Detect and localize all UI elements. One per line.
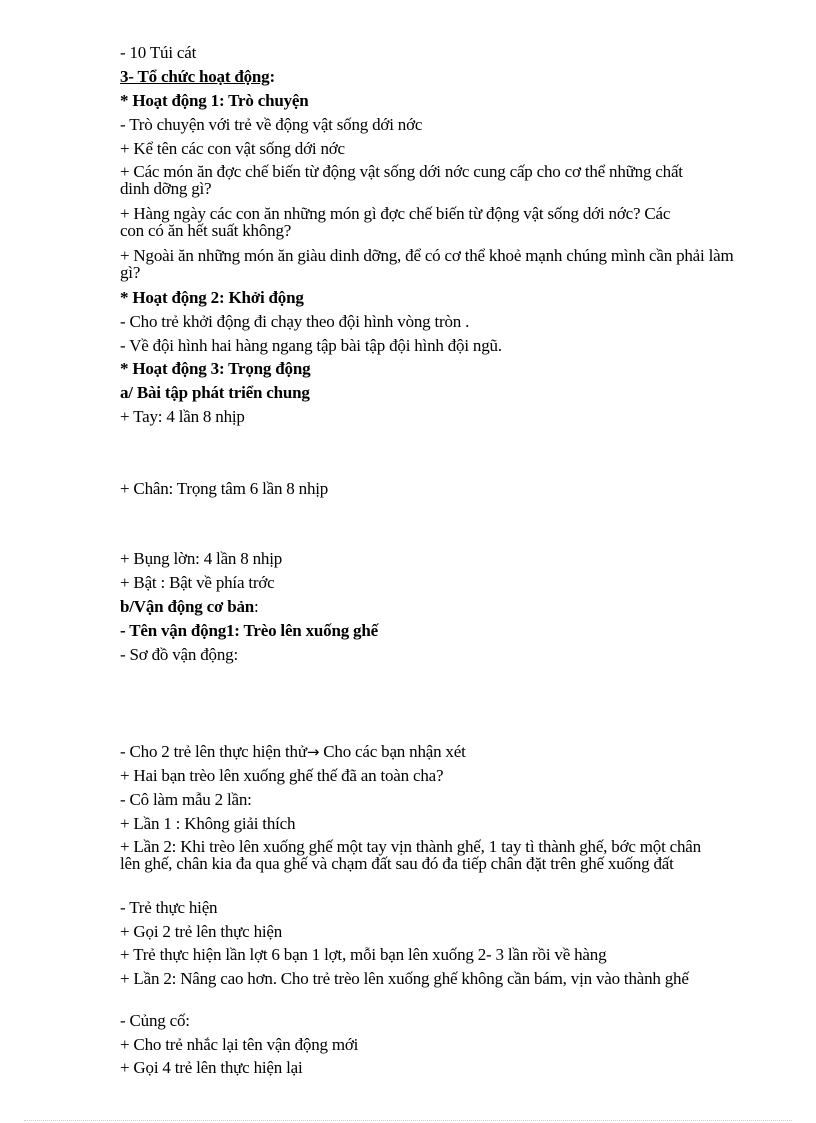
- subsection-heading-b: [120, 598, 259, 615]
- list-item: + Hai bạn trèo lên xuống ghế thế đã an toàn cha?: [120, 766, 444, 785]
- list-item: + Chân: Trọng tâm 6 lần 8 nhịp: [120, 479, 329, 498]
- activity-3-heading: * Hoạt động 3: Trọng động: [120, 359, 311, 378]
- section-heading-text: 3- Tổ chức hoạt động: [120, 67, 270, 86]
- list-item: - Trẻ thực hiện: [120, 898, 218, 917]
- list-item-text-after: Cho các bạn nhận xét: [319, 742, 466, 761]
- list-item: - Sơ đồ vận động:: [120, 645, 238, 664]
- list-item: - Trò chuyện với trẻ về động vật sống dới nớc: [120, 115, 423, 134]
- subsection-heading-a: a/ Bài tập phát triển chung: [120, 383, 310, 402]
- list-item: + Trẻ thực hiện lần lợt 6 bạn 1 lợt, mỗi bạn lên xuống 2- 3 lần rồi về hàng: [120, 945, 607, 964]
- list-item: - Củng cố:: [120, 1011, 190, 1030]
- list-item: + Lần 1 : Không giải thích: [120, 814, 296, 833]
- list-item: + Bụng lờn: 4 lần 8 nhịp: [120, 549, 283, 568]
- activity-1-heading: * Hoạt động 1: Trò chuyện: [120, 91, 309, 110]
- list-item: - Về đội hình hai hàng ngang tập bài tập đội hình đội ngũ.: [120, 336, 502, 355]
- subsection-heading-colon: :: [254, 597, 259, 616]
- material-item: - 10 Túi cát: [120, 43, 197, 62]
- list-item: + Tay: 4 lần 8 nhịp: [120, 407, 245, 426]
- list-item: + Bật : Bật về phía trớc: [120, 573, 275, 592]
- activity-2-heading: * Hoạt động 2: Khởi động: [120, 288, 304, 307]
- section-heading-3: [120, 68, 275, 85]
- list-item: + Cho trẻ nhắc lại tên vận động mới: [120, 1035, 359, 1054]
- list-item: + Các món ăn đợc chế biến từ động vật sống dới nớc cung cấp cho cơ thể những chất dinh dỡng gì?: [120, 162, 683, 198]
- section-heading-colon: :: [269, 67, 275, 86]
- list-item: + Kể tên các con vật sống dới nớc: [120, 139, 345, 158]
- list-item-text: - Cho 2 trẻ lên thực hiện thử: [120, 742, 307, 761]
- page-bottom-divider: [24, 1120, 792, 1121]
- arrow-right-icon: →: [306, 743, 320, 761]
- list-item: + Hàng ngày các con ăn những món gì đợc chế biến từ động vật sống dới nớc? Các con có ăn hết suất không?: [120, 204, 671, 240]
- list-item: - Cô làm mẫu 2 lần:: [120, 790, 252, 809]
- list-item: + Ngoài ăn những món ăn giàu dinh dỡng, để có cơ thể khoẻ mạnh chúng mình cần phải làm gì?: [120, 246, 734, 282]
- list-item: + Lần 2: Khi trèo lên xuống ghế một tay vịn thành ghế, 1 tay tì thành ghế, bớc một chân lên ghế, chân kia đa qua ghế và chạm đất sau đó đa tiếp chân đặt trên ghế xuống đất: [120, 837, 701, 873]
- movement-title: - Tên vận động1: Trèo lên xuống ghế: [120, 621, 378, 640]
- list-item: + Gọi 2 trẻ lên thực hiện: [120, 922, 283, 941]
- list-item: + Gọi 4 trẻ lên thực hiện lại: [120, 1058, 303, 1077]
- list-item: [120, 743, 466, 761]
- list-item: - Cho trẻ khởi động đi chạy theo đội hình vòng tròn .: [120, 312, 470, 331]
- list-item: + Lần 2: Nâng cao hơn. Cho trẻ trèo lên xuống ghế không cần bám, vịn vào thành ghế: [120, 969, 689, 988]
- subsection-heading-text: b/Vận động cơ bản: [120, 597, 255, 616]
